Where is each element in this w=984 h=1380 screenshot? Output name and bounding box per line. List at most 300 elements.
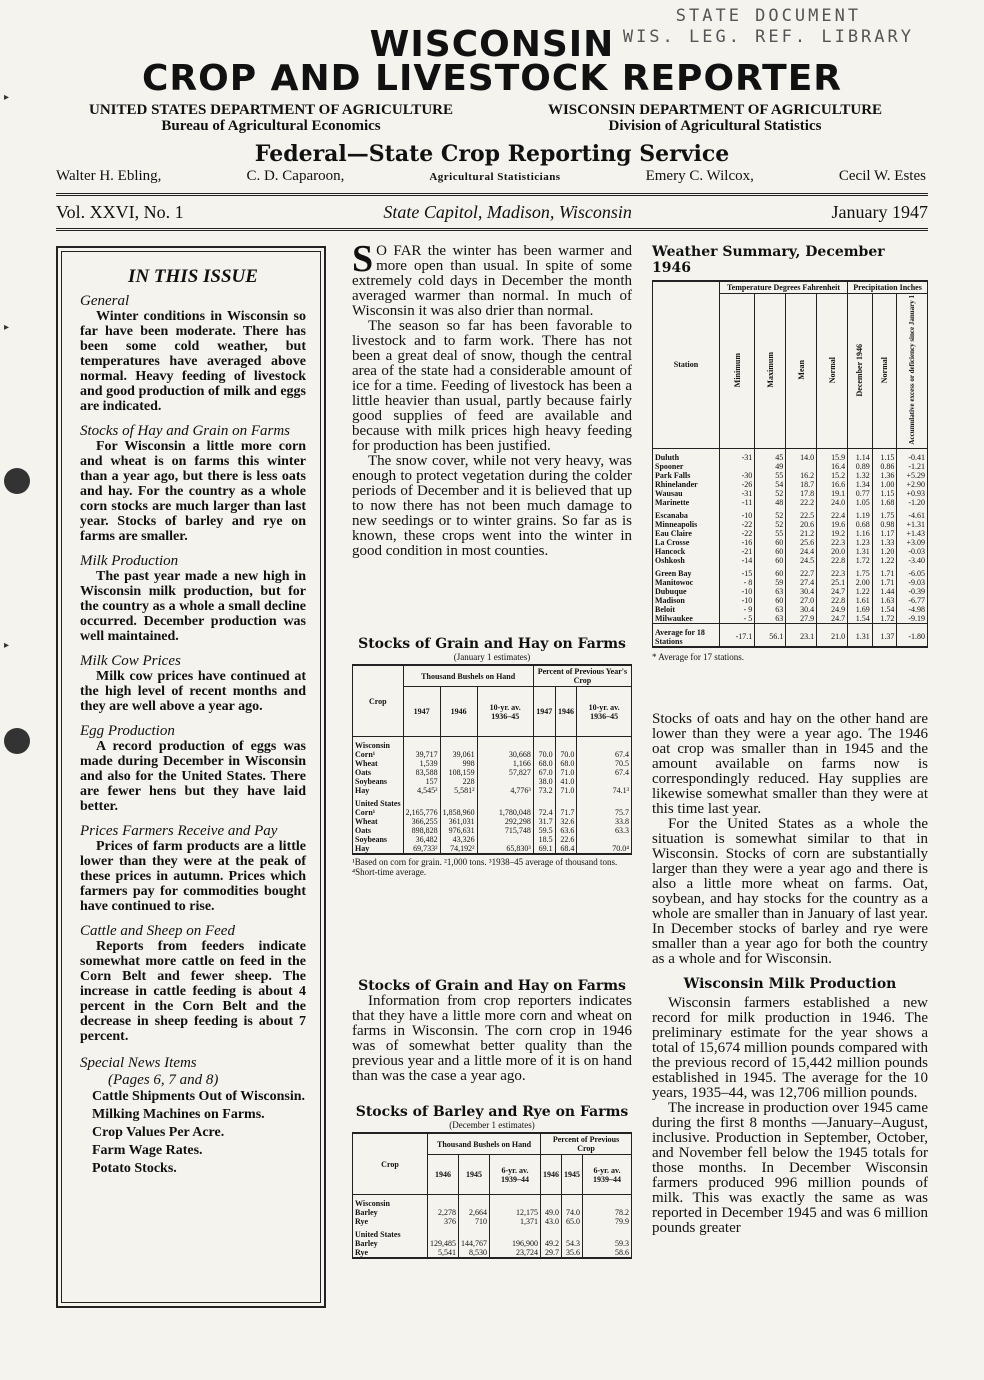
table-cell: -6.77 xyxy=(897,596,928,605)
table-cell: - 5 xyxy=(720,614,755,624)
table-cell: 16.6 xyxy=(817,480,848,489)
table-row xyxy=(353,759,632,768)
table-cell: 63 xyxy=(755,587,786,596)
table-cell: 73.2 xyxy=(533,786,555,795)
table-cell: 1.54 xyxy=(848,614,873,624)
table-cell: 1.15 xyxy=(872,448,897,462)
table-cell: 22.2 xyxy=(786,498,817,507)
table-cell: -10 xyxy=(720,596,755,605)
table-cell: 35.6 xyxy=(562,1248,583,1258)
table-cell: 157 xyxy=(403,777,440,786)
paragraph: Wisconsin farmers established a new record for milk production in 1946. The preliminary estimate for the year shows a total of 15,674 million pounds compared with the previous record of 15,442 million pounds established in 1945. The average for the 10 years, 1935–44, was 12,706 million pounds. xyxy=(652,995,928,1101)
row-label: Hay xyxy=(353,786,404,795)
table-cell: 1.32 xyxy=(848,471,873,480)
station-name: Green Bay xyxy=(653,565,720,578)
row-label: Soybeans xyxy=(353,835,404,844)
row-label: Oats xyxy=(353,768,404,777)
table-cell: 19.2 xyxy=(817,529,848,538)
table-cell: 67.4 xyxy=(577,768,632,777)
table-row xyxy=(653,529,928,538)
table-cell: 68.0 xyxy=(533,759,555,768)
table-cell: -22 xyxy=(720,529,755,538)
station-name: Escanaba xyxy=(653,507,720,520)
volume-line xyxy=(56,202,928,223)
table-cell: 27.9 xyxy=(786,614,817,624)
group-label: Wisconsin xyxy=(353,737,404,751)
table-cell: 74.0 xyxy=(562,1208,583,1217)
table-cell: 1,371 xyxy=(490,1217,541,1226)
table-cell: 14.0 xyxy=(786,448,817,462)
table-cell xyxy=(428,1226,459,1239)
table-cell: +0.93 xyxy=(897,489,928,498)
table-cell: 43.0 xyxy=(541,1217,562,1226)
table-cell: 49.0 xyxy=(541,1208,562,1217)
margin-mark: ▸ xyxy=(4,640,10,651)
table-cell xyxy=(428,1195,459,1209)
table-cell: 1.75 xyxy=(872,507,897,520)
table-cell: 366,255 xyxy=(403,817,440,826)
table-cell: 15.2 xyxy=(817,471,848,480)
column-header: 1947 xyxy=(403,687,440,737)
table-cell: -26 xyxy=(720,480,755,489)
table-cell: 32.6 xyxy=(555,817,577,826)
table-cell: 22.6 xyxy=(555,835,577,844)
table-cell: 1,166 xyxy=(477,759,533,768)
table-cell: 60 xyxy=(755,596,786,605)
table-cell: 56.1 xyxy=(755,623,786,647)
table-cell: 976,631 xyxy=(440,826,477,835)
column-header: 1947 xyxy=(533,687,555,737)
table-cell: 55 xyxy=(755,471,786,480)
table-cell: 1.16 xyxy=(848,529,873,538)
station-name: Marinette xyxy=(653,498,720,507)
table-cell: 72.4 xyxy=(533,808,555,817)
table-row xyxy=(353,1239,632,1248)
column-header: Maximum xyxy=(765,352,775,388)
row-label: Barley xyxy=(353,1208,428,1217)
table-cell: - 9 xyxy=(720,605,755,614)
table-cell: 43,326 xyxy=(440,835,477,844)
table-cell: 30.4 xyxy=(786,587,817,596)
table-cell: 1.63 xyxy=(872,596,897,605)
table-cell: 58.6 xyxy=(583,1248,632,1258)
grain-table-subtitle: (January 1 estimates) xyxy=(453,652,531,662)
table-cell: 196,900 xyxy=(490,1239,541,1248)
list-item: Crop Values Per Acre. xyxy=(92,1125,225,1140)
table-cell: 1.37 xyxy=(872,623,897,647)
table-row xyxy=(353,750,632,759)
table-cell: 25.6 xyxy=(786,538,817,547)
table-cell: 0.98 xyxy=(872,520,897,529)
table-row xyxy=(653,498,928,507)
station-name: Rhinelander xyxy=(653,480,720,489)
table-cell: -0.03 xyxy=(897,547,928,556)
table-cell: 1.44 xyxy=(872,587,897,596)
table-cell: 55 xyxy=(755,529,786,538)
table-cell: 1.14 xyxy=(848,448,873,462)
section-body: A record production of eggs was made during December in Wisconsin and also for the United States. There are fewer hens but they have laid better. xyxy=(80,739,306,814)
row-label: Wheat xyxy=(353,759,404,768)
table-cell: 24.7 xyxy=(817,614,848,624)
table-cell: 30.4 xyxy=(786,605,817,614)
publication-place: State Capitol, Madison, Wisconsin xyxy=(383,202,632,222)
average-row xyxy=(653,623,928,647)
table-cell xyxy=(533,795,555,808)
table-cell: 0.77 xyxy=(848,489,873,498)
table-cell: 20.0 xyxy=(817,547,848,556)
binder-hole xyxy=(4,468,30,494)
table-cell: 25.1 xyxy=(817,578,848,587)
station-name: Beloit xyxy=(653,605,720,614)
table-cell: 1.19 xyxy=(848,507,873,520)
table-cell: -10 xyxy=(720,507,755,520)
table-cell: 71.0 xyxy=(555,786,577,795)
table-cell: 1.23 xyxy=(848,538,873,547)
table-cell: 21.2 xyxy=(786,529,817,538)
column-header: 1945 xyxy=(459,1155,490,1195)
weather-summary-block xyxy=(652,244,928,662)
average-label: Average for 18 Stations xyxy=(653,623,720,647)
table-cell: 67.0 xyxy=(533,768,555,777)
table-row xyxy=(653,462,928,471)
section-head: Prices Farmers Receive and Pay xyxy=(80,823,278,839)
table-cell: 68.4 xyxy=(555,844,577,854)
table-group-row xyxy=(353,1195,632,1209)
table-cell: 1.54 xyxy=(872,605,897,614)
table-cell: 361,031 xyxy=(440,817,477,826)
statistician-names xyxy=(56,168,926,185)
table-cell: 710 xyxy=(459,1217,490,1226)
table-cell xyxy=(477,737,533,751)
table-cell: 1.61 xyxy=(848,596,873,605)
table-cell: -17.1 xyxy=(720,623,755,647)
title-line-2: CROP AND LIVESTOCK REPORTER xyxy=(141,58,843,99)
table-cell: 22.5 xyxy=(786,507,817,520)
column-header: Station xyxy=(653,281,720,448)
table-cell: 0.68 xyxy=(848,520,873,529)
table-cell: 52 xyxy=(755,507,786,520)
list-item: Farm Wage Rates. xyxy=(92,1143,203,1158)
table-cell: 18.7 xyxy=(786,480,817,489)
table-cell: 376 xyxy=(428,1217,459,1226)
table-cell: 69.1 xyxy=(533,844,555,854)
table-cell: 18.5 xyxy=(533,835,555,844)
table-cell: 33.8 xyxy=(577,817,632,826)
table-row xyxy=(653,565,928,578)
list-item: Milking Machines on Farms. xyxy=(92,1107,265,1122)
column-header: Mean xyxy=(796,360,806,380)
row-label: Rye xyxy=(353,1217,428,1226)
table-cell: 71.0 xyxy=(555,768,577,777)
table-cell: -3.40 xyxy=(897,556,928,565)
middle-column xyxy=(352,238,632,559)
table-cell: 49.2 xyxy=(541,1239,562,1248)
table-cell: 70.0 xyxy=(533,750,555,759)
column-header: 1946 xyxy=(428,1155,459,1195)
barley-rye-table-block xyxy=(352,1104,632,1259)
section-head: General xyxy=(80,293,130,309)
grain-stocks-table xyxy=(352,664,632,855)
row-label: Soybeans xyxy=(353,777,404,786)
margin-mark: ▸ xyxy=(4,322,10,333)
table-cell: 71.7 xyxy=(555,808,577,817)
column-header: Precipitation Inches xyxy=(848,281,928,294)
station-name: Manitowoc xyxy=(653,578,720,587)
table-cell: 70.0 xyxy=(555,750,577,759)
section-head: Milk Production xyxy=(80,553,179,569)
usda-block xyxy=(56,102,486,134)
name-ebling: Walter H. Ebling, xyxy=(56,168,162,184)
column-header: 1945 xyxy=(562,1155,583,1195)
table-cell: 63 xyxy=(755,605,786,614)
section-body: Winter conditions in Wisconsin so far have been moderate. There has been some cold weather, but temperatures have averaged above normal. Heavy feeding of livestock and good production of milk and eggs are indicated. xyxy=(80,309,306,414)
row-label: Rye xyxy=(353,1248,428,1258)
table-cell: 2.00 xyxy=(848,578,873,587)
weather-footnote: * Average for 17 stations. xyxy=(652,651,745,662)
table-cell: -31 xyxy=(720,489,755,498)
table-cell: 29.7 xyxy=(541,1248,562,1258)
table-cell: 59.5 xyxy=(533,826,555,835)
table-cell: 22.3 xyxy=(817,538,848,547)
table-cell: 1.72 xyxy=(872,614,897,624)
section-head: Egg Production xyxy=(80,723,175,739)
table-cell: 715,748 xyxy=(477,826,533,835)
table-cell: 70.0⁴ xyxy=(577,844,632,854)
table-cell: 60 xyxy=(755,538,786,547)
table-cell xyxy=(477,795,533,808)
table-group-row xyxy=(353,1226,632,1239)
table-cell xyxy=(541,1226,562,1239)
table-row xyxy=(653,480,928,489)
table-cell: 228 xyxy=(440,777,477,786)
barley-table-subtitle: (December 1 estimates) xyxy=(449,1120,535,1130)
table-group-row xyxy=(353,737,632,751)
title-line-1: WISCONSIN xyxy=(369,24,615,65)
station-name: Park Falls xyxy=(653,471,720,480)
table-cell: 59 xyxy=(755,578,786,587)
column-header: 6-yr. av. 1939–44 xyxy=(583,1155,632,1195)
table-cell: 998 xyxy=(440,759,477,768)
table-cell: 5,541 xyxy=(428,1248,459,1258)
list-item: Cattle Shipments Out of Wisconsin. xyxy=(92,1089,306,1104)
table-cell xyxy=(577,777,632,786)
table-cell xyxy=(555,795,577,808)
table-cell xyxy=(440,737,477,751)
table-cell: 1.31 xyxy=(848,547,873,556)
table-cell: 22.7 xyxy=(786,565,817,578)
name-caparoon: C. D. Caparoon, xyxy=(246,168,345,184)
table-cell: 21.0 xyxy=(817,623,848,647)
table-row xyxy=(653,605,928,614)
table-cell: -22 xyxy=(720,520,755,529)
volume-rule xyxy=(56,228,928,231)
table-cell: 83,588 xyxy=(403,768,440,777)
grain-table-footnote: ¹Based on corn for grain. ²1,000 tons. ³1938–45 average of thousand tons. ⁴Short-time average. xyxy=(352,857,618,877)
column-header: Crop xyxy=(353,665,404,737)
table-cell: +2.90 xyxy=(897,480,928,489)
table-cell: -21 xyxy=(720,547,755,556)
table-row xyxy=(353,1248,632,1258)
table-cell: 24.9 xyxy=(817,605,848,614)
column-header: 6-yr. av. 1939–44 xyxy=(490,1155,541,1195)
column-header: Percent of Previous Crop xyxy=(541,1133,632,1155)
paragraph: The increase in production over 1945 came during the first 8 months —January–August, inclusive. Production in September, October, and November fell below the 1945 totals for those months. In December Wisconsin farmers produced 996 million pounds of milk. This was exactly the same as was reported in December 1945 and was 6 million pounds greater xyxy=(652,1100,928,1236)
station-name: Milwaukee xyxy=(653,614,720,624)
table-cell xyxy=(786,462,817,471)
issue-date: January 1947 xyxy=(831,202,928,222)
article-heading: Stocks of Grain and Hay on Farms xyxy=(358,978,626,994)
paragraph: For the United States as a whole the situation is somewhat similar to that in Wisconsin. Stocks of corn are substantially larger than they were a year ago and there is also a little more wheat on farms. Oat, soybean, and hay stocks for the country as a whole are smaller than in January of last year. In December stocks of barley and rye were smaller than a year ago for both the country as a whole and for Wisconsin. xyxy=(652,816,928,967)
table-cell: 65,830³ xyxy=(477,844,533,854)
column-header: Temperature Degrees Fahrenheit xyxy=(720,281,848,294)
table-row xyxy=(653,471,928,480)
table-row xyxy=(653,538,928,547)
table-cell: 1.31 xyxy=(848,623,873,647)
table-row xyxy=(653,614,928,624)
table-cell: 22.8 xyxy=(817,596,848,605)
weather-title: Weather Summary, December 1946 xyxy=(652,244,885,276)
table-cell: 1.71 xyxy=(872,578,897,587)
column-header: Normal xyxy=(827,356,837,383)
wda-block xyxy=(500,102,930,134)
column-header: 1946 xyxy=(440,687,477,737)
column-header: Normal xyxy=(880,356,890,383)
table-cell: 63.3 xyxy=(577,826,632,835)
station-name: Spooner xyxy=(653,462,720,471)
station-name: Madison xyxy=(653,596,720,605)
masthead-rule xyxy=(56,193,928,196)
barley-rye-table xyxy=(352,1132,632,1259)
table-cell: -15 xyxy=(720,565,755,578)
table-cell: +5.29 xyxy=(897,471,928,480)
stamp-line-1: STATE DOCUMENT xyxy=(675,6,862,26)
paragraph: Stocks of oats and hay on the other hand are lower than they were a year ago. The 1946 oat crop was smaller than in 1945 and the amount available on farms now is correspondingly reduced. Hay supplies are likewise somewhat smaller than they were at this time last year. xyxy=(652,711,928,817)
wda-name: WISCONSIN DEPARTMENT OF AGRICULTURE xyxy=(547,102,883,118)
table-cell xyxy=(477,777,533,786)
table-cell: 54.3 xyxy=(562,1239,583,1248)
statisticians-label: Agricultural Statisticians xyxy=(429,170,561,183)
table-cell: 30,668 xyxy=(477,750,533,759)
table-cell: 60 xyxy=(755,556,786,565)
table-cell: 5,581² xyxy=(440,786,477,795)
table-cell: -9.03 xyxy=(897,578,928,587)
row-label: Hay xyxy=(353,844,404,854)
table-cell: 1.05 xyxy=(848,498,873,507)
table-cell xyxy=(403,737,440,751)
column-header: 1946 xyxy=(541,1155,562,1195)
table-cell: 898,828 xyxy=(403,826,440,835)
table-cell: -0.39 xyxy=(897,587,928,596)
table-row xyxy=(353,826,632,835)
station-name: Oshkosh xyxy=(653,556,720,565)
section-body: Reports from feeders indicate somewhat more cattle on feed in the Corn Belt and fewer sheep. The increase in cattle feeding is about 4 percent in the Corn Belt and the decrease in sheep feeding is about 7 percent. xyxy=(80,939,306,1044)
grain-stocks-article xyxy=(352,978,632,1084)
row-label: Corn¹ xyxy=(353,808,404,817)
table-row xyxy=(653,556,928,565)
table-cell: 19.6 xyxy=(817,520,848,529)
table-cell: 75.7 xyxy=(577,808,632,817)
table-cell xyxy=(583,1226,632,1239)
table-cell: 22.3 xyxy=(817,565,848,578)
table-cell xyxy=(541,1195,562,1209)
column-header: December 1946 xyxy=(855,343,865,397)
intro-paragraph: O FAR the winter has been warmer and more open than usual. In spite of some extremely cold days in December the month averaged warmer than normal. In much of Wisconsin it was also drier than normal. xyxy=(352,243,632,319)
table-cell xyxy=(562,1226,583,1239)
station-name: Hancock xyxy=(653,547,720,556)
paragraph: The snow cover, while not very heavy, was enough to protect vegetation during the colder periods of December and it is believed that up to now there has not been much damage to new seedings or to winter grains. So far as is known, these crops went into the winter in good condition in most counties. xyxy=(352,453,632,559)
table-cell: 27.4 xyxy=(786,578,817,587)
table-cell: 52 xyxy=(755,489,786,498)
table-cell: 1.72 xyxy=(848,556,873,565)
table-group-row xyxy=(353,795,632,808)
table-cell: 1.15 xyxy=(872,489,897,498)
table-row xyxy=(353,808,632,817)
in-this-issue-box xyxy=(56,246,326,1308)
table-cell: 24.4 xyxy=(786,547,817,556)
usda-name: UNITED STATES DEPARTMENT OF AGRICULTURE xyxy=(89,102,453,118)
special-news-pages: (Pages 6, 7 and 8) xyxy=(108,1072,219,1088)
table-cell xyxy=(477,835,533,844)
table-row xyxy=(653,578,928,587)
row-label: Barley xyxy=(353,1239,428,1248)
table-cell: 1.22 xyxy=(848,587,873,596)
table-row xyxy=(353,844,632,854)
row-label: Oats xyxy=(353,826,404,835)
table-row xyxy=(353,786,632,795)
table-cell: 1,858,960 xyxy=(440,808,477,817)
column-header: Thousand Bushels on Hand xyxy=(403,665,533,687)
section-body: Milk cow prices have continued at the high level of recent months and they are well above a year ago. xyxy=(80,669,306,714)
section-body: The past year made a new high in Wisconsin milk production, but for the country as a whole a small decline occurred. December production was well maintained. xyxy=(80,569,306,644)
table-cell: 15.9 xyxy=(817,448,848,462)
station-name: Duluth xyxy=(653,448,720,462)
table-cell: 0.86 xyxy=(872,462,897,471)
table-cell: 144,767 xyxy=(459,1239,490,1248)
table-cell: 45 xyxy=(755,448,786,462)
group-label: Wisconsin xyxy=(353,1195,428,1209)
table-cell: 1.75 xyxy=(848,565,873,578)
section-body: For Wisconsin a little more corn and wheat is on farms this winter than a year ago, but there is less oats and hay. For the country as a whole corn stocks are much larger than last year. Stocks of barley and rye on farms are smaller. xyxy=(80,439,306,544)
column-header: Percent of Previous Year's Crop xyxy=(533,665,631,687)
table-cell: 1.17 xyxy=(872,529,897,538)
table-cell: -1.21 xyxy=(897,462,928,471)
table-cell: 2,165,776 xyxy=(403,808,440,817)
table-cell: 129,485 xyxy=(428,1239,459,1248)
issue-title: IN THIS ISSUE xyxy=(128,266,258,287)
table-cell xyxy=(403,795,440,808)
table-cell xyxy=(490,1195,541,1209)
group-label: United States xyxy=(353,795,404,808)
table-cell: -31 xyxy=(720,448,755,462)
table-cell: 39,717 xyxy=(403,750,440,759)
table-cell: 57,827 xyxy=(477,768,533,777)
table-cell: 0.89 xyxy=(848,462,873,471)
station-name: Dubuque xyxy=(653,587,720,596)
table-cell: 23.1 xyxy=(786,623,817,647)
station-name: Wausau xyxy=(653,489,720,498)
table-cell: 38.0 xyxy=(533,777,555,786)
grain-table-title: Stocks of Grain and Hay on Farms xyxy=(358,636,626,652)
table-cell: 60 xyxy=(755,565,786,578)
column-header: Thousand Bushels on Hand xyxy=(428,1133,541,1155)
table-cell xyxy=(440,795,477,808)
table-cell xyxy=(459,1226,490,1239)
table-row xyxy=(353,1208,632,1217)
row-label: Wheat xyxy=(353,817,404,826)
table-cell: 22.4 xyxy=(817,507,848,520)
table-cell: 108,159 xyxy=(440,768,477,777)
table-cell xyxy=(583,1195,632,1209)
